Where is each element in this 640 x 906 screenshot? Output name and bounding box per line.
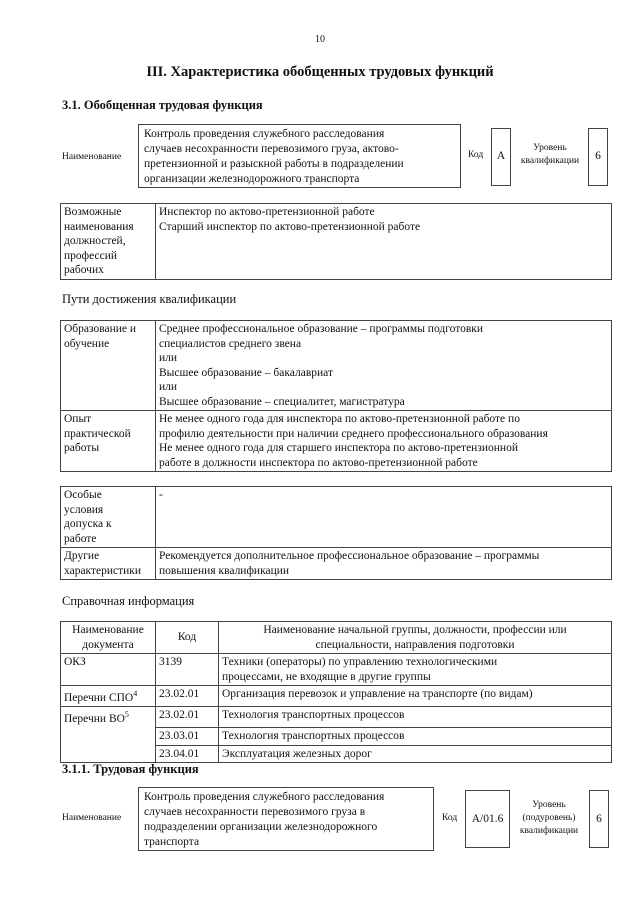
tf-name-line: случаев несохранности перевозимого груза в — [144, 806, 366, 818]
special-conditions-label: Особые условия допуска к работе — [61, 487, 156, 548]
level-value: 6 — [588, 128, 608, 186]
reference-table — [60, 621, 612, 763]
ref-name-cell: Технология транспортных процессов — [219, 707, 612, 728]
ref-doc-cell: Перечни СПО$^4$ — [61, 686, 156, 707]
ref-header-name: Наименование начальной группы, должности, профессии или специальности, направления подготовки — [219, 622, 612, 654]
ways-heading: Пути достижения квалификации — [62, 292, 237, 306]
ref-doc-cell — [61, 728, 156, 746]
ref-name-cell: Эксплуатация железных дорог — [219, 745, 612, 763]
other-label: Другие характеристики — [61, 548, 156, 580]
otf-name-line: претензионной и разыскной работы в подразделении — [144, 158, 404, 170]
ref-name-cell: Технология транспортных процессов — [219, 728, 612, 746]
ref-code-cell: 3139 — [156, 654, 219, 686]
level-label: Уровень квалификации — [520, 143, 580, 166]
positions-label: Возможные наименования должностей, профессий рабочих — [61, 204, 156, 280]
tf-name-line: Контроль проведения служебного расследования — [144, 791, 385, 803]
page-number: 10 — [315, 34, 325, 45]
section-3-1-1-heading: 3.1.1. Трудовая функция — [62, 762, 199, 776]
positions-values: Инспектор по актово-претензионной работе Старший инспектор по актово-претензионной работе — [156, 204, 612, 280]
ref-doc-cell: Перечни $ВО^5$ — [61, 707, 156, 728]
conditions-table — [60, 486, 612, 580]
ref-code-cell: 23.03.01 — [156, 728, 219, 746]
table-row — [61, 686, 612, 707]
tf-code-label: Код — [442, 813, 458, 823]
otf-name-line: Контроль проведения служебного расследования — [144, 128, 385, 140]
code-value: А — [491, 128, 511, 186]
tf-name-box — [138, 787, 434, 851]
ref-name-cell: Организация перевозок и управление на транспорте (по видам) — [219, 686, 612, 707]
ref-name-cell: Техники (операторы) по управлению технологическими процессами, не входящие в другие группы — [219, 654, 612, 686]
code-label: Код — [468, 150, 484, 160]
section-3-1-heading: 3.1. Обобщенная трудовая функция — [62, 98, 263, 112]
table-row — [61, 707, 612, 728]
ref-code-cell: 23.04.01 — [156, 745, 219, 763]
tf-name-label: Наименование — [62, 813, 122, 823]
table-row — [61, 745, 612, 763]
tf-code-value: А/01.6 — [465, 790, 510, 848]
special-conditions-value: - — [156, 487, 612, 548]
otf-name-box — [138, 124, 461, 188]
tf-level-value: 6 — [589, 790, 609, 848]
education-table — [60, 320, 612, 472]
other-values: Рекомендуется дополнительное профессиональное образование – программы повышения квалификации — [156, 548, 612, 580]
tf-level-label: Уровень (подуровень) квалификации — [519, 800, 579, 836]
ref-code-cell: 23.02.01 — [156, 686, 219, 707]
ref-doc-cell: ОКЗ — [61, 654, 156, 686]
table-row — [61, 654, 612, 686]
reference-heading: Справочная информация — [62, 594, 195, 608]
tf-name-line: подразделении организации железнодорожного — [144, 821, 378, 833]
experience-label: Опыт практической работы — [61, 411, 156, 472]
education-label: Образование и обучение — [61, 321, 156, 411]
ref-code-cell: 23.02.01 — [156, 707, 219, 728]
otf-name-line: случаев несохранности перевозимого груза, актово- — [144, 143, 399, 155]
tf-name-line: транспорта — [144, 836, 200, 848]
ref-doc-cell — [61, 745, 156, 763]
positions-table — [60, 203, 612, 280]
education-values: Среднее профессиональное образование – программы подготовки специалистов среднего звена или Высшее образование – бакалавриат или Высшее образование – специалитет, магистратура — [156, 321, 612, 411]
experience-values: Не менее одного года для инспектора по актово-претензионной работе по профилю деятельности при наличии среднего профессионального образования Не менее одного года для старшего инспектора по актово-претензионной работе в должности инспектора по актово-претензионной работе — [156, 411, 612, 472]
ref-header-doc: Наименование документа — [61, 622, 156, 654]
otf-name-line: организации железнодорожного транспорта — [144, 173, 360, 185]
ref-header-code: Код — [156, 622, 219, 654]
page-title: III. Характеристика обобщенных трудовых функций — [146, 64, 494, 80]
table-row — [61, 728, 612, 746]
name-label: Наименование — [62, 152, 122, 162]
